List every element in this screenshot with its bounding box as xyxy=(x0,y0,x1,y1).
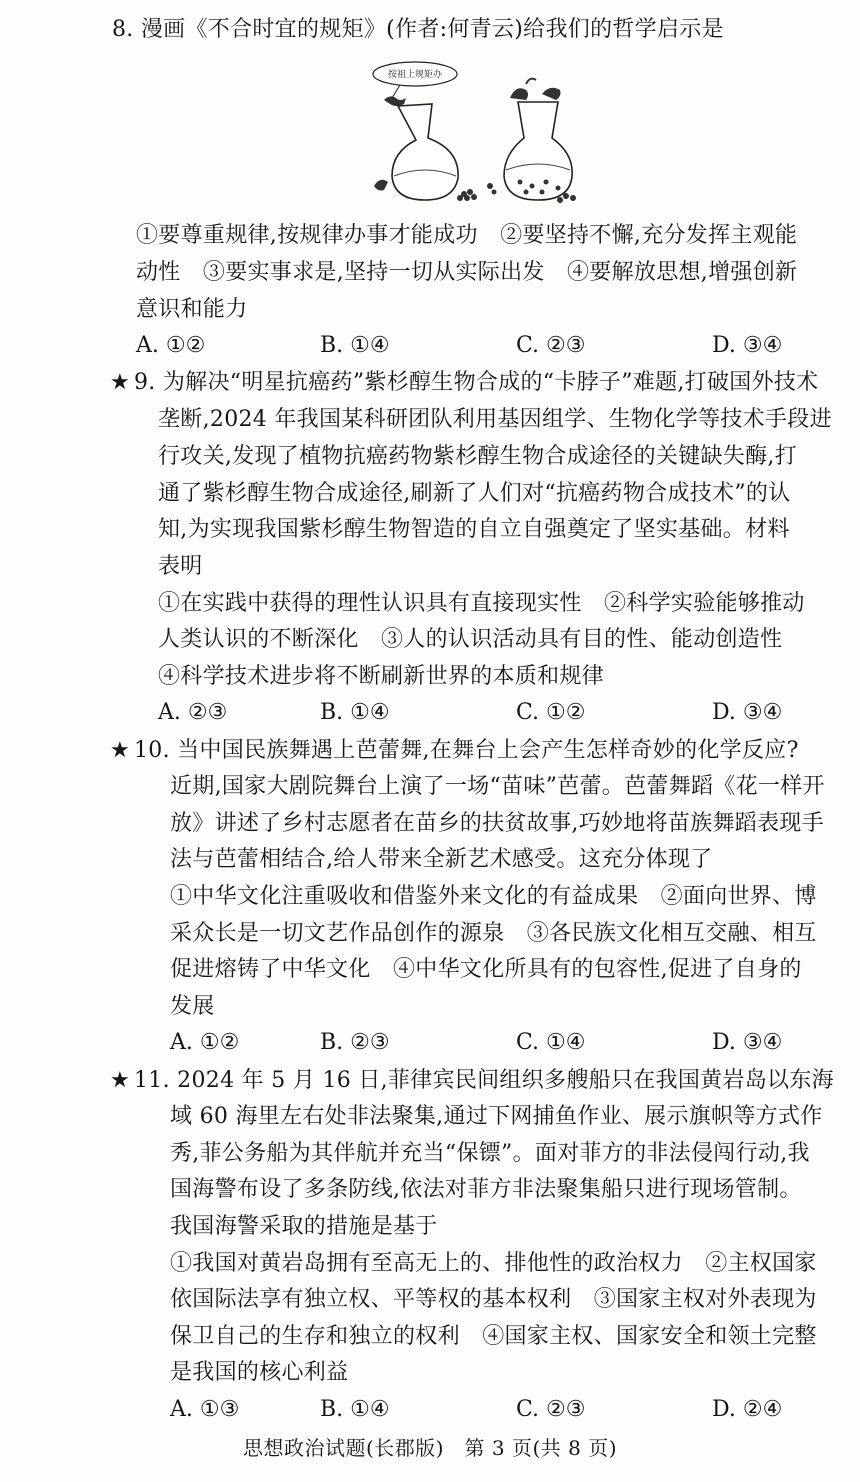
q10-option-line-4: 发展 xyxy=(170,994,215,1019)
q9-option-line-2: 人类认识的不断深化 ③人的认识活动具有目的性、能动创造性 xyxy=(158,627,783,652)
q10-stem-line-4: 法与芭蕾相结合,给人带来全新艺术感受。这充分体现了 xyxy=(170,847,713,872)
q9-stem-line-1: 9. 为解决“明星抗癌药”紫杉醇生物合成的“卡脖子”难题,打破国外技术 xyxy=(134,370,819,395)
page-footer: 思想政治试题(长郡版) 第 3 页(共 8 页) xyxy=(242,1436,618,1460)
q8-option-line-2: 动性 ③要实事求是,坚持一切从实际出发 ④要解放思想,增强创新 xyxy=(136,260,798,285)
q8-choices xyxy=(0,328,860,364)
q10-choices xyxy=(0,1025,860,1061)
q10-option-line-3: 促进熔铸了中华文化 ④中华文化所具有的包容性,促进了自身的 xyxy=(170,957,802,982)
q11-stem-line-3: 秀,菲公务船为其伴航并充当“保镖”。面对菲方的非法侵闯行动,我 xyxy=(170,1141,810,1166)
q9-choice-d[interactable]: D. ③④ xyxy=(712,700,783,725)
q9-choice-c[interactable]: C. ①② xyxy=(516,700,586,725)
cartoon-image xyxy=(370,58,590,208)
q11-option-line-4: 是我国的核心利益 xyxy=(170,1360,349,1385)
q11-choice-b[interactable]: B. ①④ xyxy=(320,1397,390,1422)
q9-choices xyxy=(0,695,860,731)
q11-choices xyxy=(0,1392,860,1428)
q10-choice-d[interactable]: D. ③④ xyxy=(712,1030,783,1055)
q9-option-line-1: ①在实践中获得的理性认识具有直接现实性 ②科学实验能够推动 xyxy=(158,591,805,616)
q9-stem-line-6: 表明 xyxy=(158,554,203,579)
q10-stem-line-1: 10. 当中国民族舞遇上芭蕾舞,在舞台上会产生怎样奇妙的化学反应? xyxy=(134,738,799,763)
q10-stem-line-3: 放》讲述了乡村志愿者在苗乡的扶贫故事,巧妙地将苗族舞蹈表现手 xyxy=(170,811,824,836)
q9-option-line-3: ④科学技术进步将不断刷新世界的本质和规律 xyxy=(158,664,605,689)
q9-stem-line-3: 行攻关,发现了植物抗癌药物紫杉醇生物合成途径的关键缺失酶,打 xyxy=(158,444,797,469)
q11-star-icon: ★ xyxy=(110,1068,131,1093)
q11-choice-d[interactable]: D. ②④ xyxy=(712,1397,783,1422)
q11-option-line-2: 依国际法享有独立权、平等权的基本权利 ③国家主权对外表现为 xyxy=(170,1287,817,1312)
q8-option-line-1: ①要尊重规律,按规律办事才能成功 ②要坚持不懈,充分发挥主观能 xyxy=(136,223,798,248)
q8-choice-d[interactable]: D. ③④ xyxy=(712,333,783,358)
q10-star-icon: ★ xyxy=(110,738,131,763)
q10-choice-c[interactable]: C. ①④ xyxy=(516,1030,586,1055)
q8-choice-b[interactable]: B. ①④ xyxy=(320,333,390,358)
q8-choice-c[interactable]: C. ②③ xyxy=(516,333,586,358)
q9-choice-a[interactable]: A. ②③ xyxy=(158,700,228,725)
q9-star-icon: ★ xyxy=(110,370,131,395)
q9-stem-line-4: 通了紫杉醇生物合成途径,刷新了人们对“抗癌药物合成技术”的认 xyxy=(158,481,791,506)
q11-option-line-1: ①我国对黄岩岛拥有至高无上的、排他性的政治权力 ②主权国家 xyxy=(170,1251,817,1276)
q11-stem-line-4: 国海警布设了多条防线,依法对菲方非法聚集船只进行现场管制。 xyxy=(170,1177,802,1202)
q11-stem-line-5: 我国海警采取的措施是基于 xyxy=(170,1214,438,1239)
q10-choice-b[interactable]: B. ②③ xyxy=(320,1030,390,1055)
q8-stem: 8. 漫画《不合时宜的规矩》(作者:何青云)给我们的哲学启示是 xyxy=(112,17,724,42)
q11-stem-line-1: 11. 2024 年 5 月 16 日,菲律宾民间组织多艘船只在我国黄岩岛以东海 xyxy=(134,1068,834,1093)
q11-stem-line-2: 域 60 海里左右处非法聚集,通过下网捕鱼作业、展示旗帜等方式作 xyxy=(170,1104,823,1129)
q10-choice-a[interactable]: A. ①② xyxy=(170,1030,240,1055)
q10-option-line-1: ①中华文化注重吸收和借鉴外来文化的有益成果 ②面向世界、博 xyxy=(170,884,817,909)
q9-choice-b[interactable]: B. ①④ xyxy=(320,700,390,725)
q10-stem-line-2: 近期,国家大剧院舞台上演了一场“苗味”芭蕾。芭蕾舞蹈《花一样开 xyxy=(170,774,825,799)
svg-text:按祖上规矩办: 按祖上规矩办 xyxy=(387,70,443,80)
q11-choice-c[interactable]: C. ②③ xyxy=(516,1397,586,1422)
q8-option-line-3: 意识和能力 xyxy=(136,297,248,322)
q9-stem-line-5: 知,为实现我国紫杉醇生物智造的自立自强奠定了坚实基础。材料 xyxy=(158,517,790,542)
q10-option-line-2: 采众长是一切文艺作品创作的源泉 ③各民族文化相互交融、相互 xyxy=(170,921,817,946)
q11-choice-a[interactable]: A. ①③ xyxy=(170,1397,240,1422)
q9-stem-line-2: 垄断,2024 年我国某科研团队利用基因组学、生物化学等技术手段进 xyxy=(158,407,832,432)
q8-choice-a[interactable]: A. ①② xyxy=(136,333,206,358)
q11-option-line-3: 保卫自己的生存和独立的权利 ④国家主权、国家安全和领土完整 xyxy=(170,1324,817,1349)
